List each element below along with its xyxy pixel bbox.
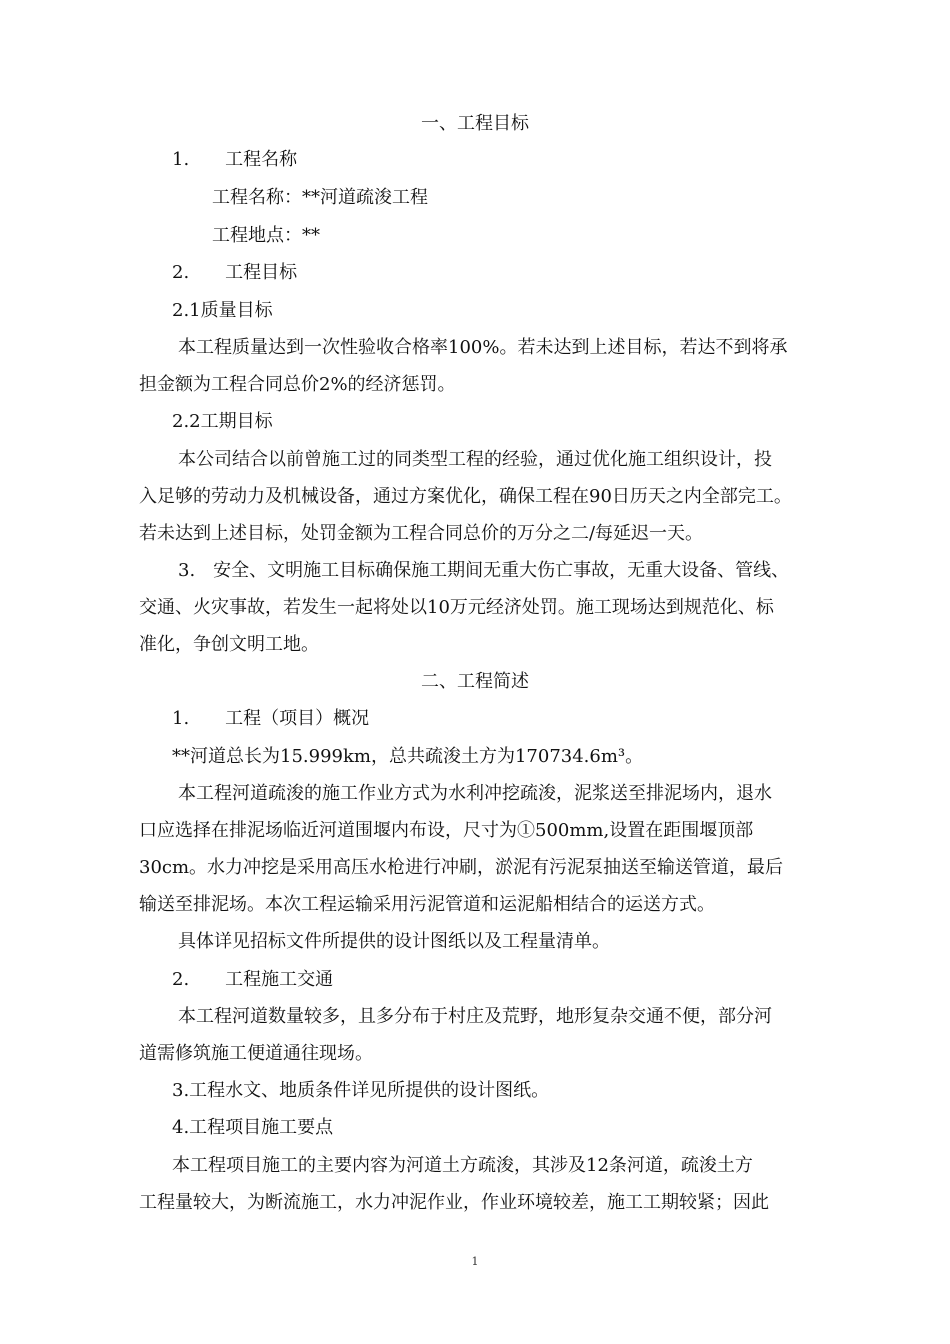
text-line: 工程量较大，为断流施工，水力冲泥作业，作业环境较差，施工工期较紧；因此 — [139, 1192, 769, 1213]
text-line: 2. 工程目标 — [172, 262, 298, 283]
text-line: 本工程河道数量较多，且多分布于村庄及荒野，地形复杂交通不便，部分河 — [178, 1006, 772, 1027]
text-line: 具体详见招标文件所提供的设计图纸以及工程量清单。 — [178, 931, 610, 952]
text-line: 3. 安全、文明施工目标确保施工期间无重大伤亡事故，无重大设备、管线、 — [178, 560, 790, 581]
text-line: 1. 工程（项目）概况 — [172, 708, 370, 729]
text-line: 2.2工期目标 — [172, 411, 273, 432]
text-line: 口应选择在排泥场临近河道围堰内布设，尺寸为①500mm,设置在距围堰顶部 — [139, 820, 754, 841]
text-line: 入足够的劳动力及机械设备，通过方案优化，确保工程在90日历天之内全部完工。 — [139, 486, 792, 507]
text-line: 道需修筑施工便道通往现场。 — [139, 1043, 373, 1064]
text-line: 2. 工程施工交通 — [172, 969, 334, 990]
text-line: 本公司结合以前曾施工过的同类型工程的经验，通过优化施工组织设计，投 — [178, 449, 772, 470]
text-line: 本工程河道疏浚的施工作业方式为水利冲挖疏浚，泥浆送至排泥场内，退水 — [178, 783, 772, 804]
text-line: 2.1质量目标 — [172, 300, 273, 321]
text-line: 1. 工程名称 — [172, 149, 298, 170]
text-line: 本工程项目施工的主要内容为河道土方疏浚，其涉及12条河道，疏浚土方 — [172, 1155, 753, 1176]
text-line: 输送至排泥场。本次工程运输采用污泥管道和运泥船相结合的运送方式。 — [139, 894, 715, 915]
text-line: 若未达到上述目标，处罚金额为工程合同总价的万分之二/每延迟一天。 — [139, 523, 704, 544]
section-heading: 一、工程目标 — [421, 113, 529, 134]
text-line: 4.工程项目施工要点 — [172, 1117, 334, 1138]
text-line: 30cm。水力冲挖是采用高压水枪进行冲刷，淤泥有污泥泵抽送至输送管道，最后 — [139, 857, 784, 878]
text-line: 准化，争创文明工地。 — [139, 634, 319, 655]
text-line: 本工程质量达到一次性验收合格率100%。若未达到上述目标，若达不到将承 — [178, 337, 788, 358]
page-number: 1 — [471, 1255, 479, 1268]
text-line: 3.工程水文、地质条件详见所提供的设计图纸。 — [172, 1080, 550, 1101]
section-heading: 二、工程简述 — [421, 671, 529, 692]
text-line: 交通、火灾事故，若发生一起将处以10万元经济处罚。施工现场达到规范化、标 — [139, 597, 774, 618]
text-line: **河道总长为15.999km，总共疏浚土方为170734.6m³。 — [172, 746, 644, 767]
text-line: 工程名称：**河道疏浚工程 — [212, 187, 428, 208]
text-line: 担金额为工程合同总价2%的经济惩罚。 — [139, 374, 456, 395]
text-line: 工程地点：** — [212, 225, 320, 246]
